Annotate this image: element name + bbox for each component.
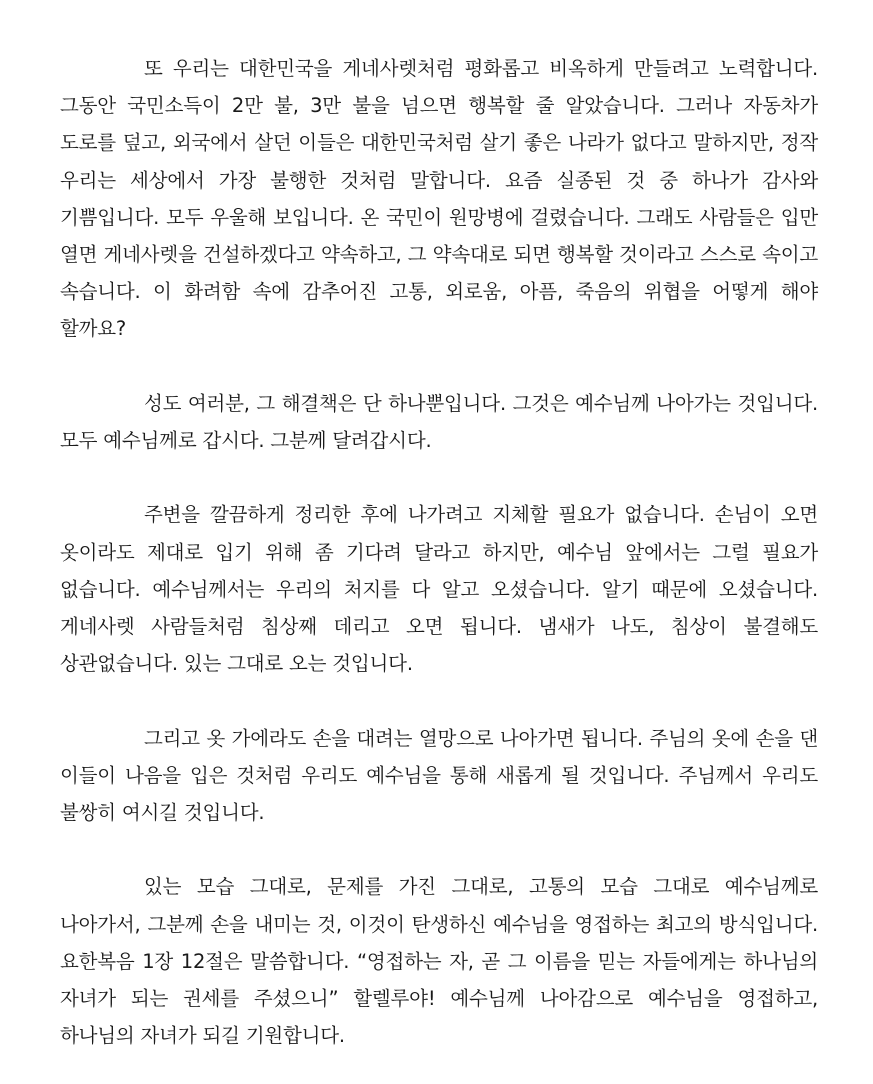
- paragraph: 주변을 깔끔하게 정리한 후에 나가려고 지체할 필요가 없습니다. 손님이 오면 옷이라도 제대로 입기 위해 좀 기다려 달라고 하지만, 예수님 앞에서는 그럴 필요가 없습니다. 예수님께서는 우리의 처지를 다 알고 오셨습니다. 알기 때문에 오셨습니다. 게네사렛 사람들처럼 침상째 데리고 오면 됩니다. 냄새가 나도, 침상이 불결해도 상관없습니다. 있는 그대로 오는 것입니다.: [60, 503, 818, 676]
- paragraph: 그리고 옷 가에라도 손을 대려는 열망으로 나아가면 됩니다. 주님의 옷에 손을 댄 이들이 나음을 입은 것처럼 우리도 예수님을 통해 새롭게 될 것입니다. 주님께서 우리도 불쌍히 여시길 것입니다.: [60, 726, 818, 825]
- document-body: [60, 50, 818, 1054]
- paragraph: 또 우리는 대한민국을 게네사렛처럼 평화롭고 비옥하게 만들려고 노력합니다. 그동안 국민소득이 2만 불, 3만 불을 넘으면 행복할 줄 알았습니다. 그러나 자동차가 도로를 덮고, 외국에서 살던 이들은 대한민국처럼 살기 좋은 나라가 없다고 말하지만, 정작 우리는 세상에서 가장 불행한 것처럼 말합니다. 요즘 실종된 것 중 하나가 감사와 기쁨입니다. 모두 우울해 보입니다. 온 국민이 원망병에 걸렸습니다. 그래도 사람들은 입만 열면 게네사렛을 건설하겠다고 약속하고, 그 약속대로 되면 행복할 것이라고 스스로 속이고 속습니다. 이 화려함 속에 감추어진 고통, 외로움, 아픔, 죽음의 위협을 어떻게 해야 할까요?: [60, 57, 818, 341]
- paragraph: 있는 모습 그대로, 문제를 가진 그대로, 고통의 모습 그대로 예수님께로 나아가서, 그분께 손을 내미는 것, 이것이 탄생하신 예수님을 영접하는 최고의 방식입니다. 요한복음 1장 12절은 말씀합니다. “영접하는 자, 곧 그 이름을 믿는 자들에게는 하나님의 자녀가 되는 권세를 주셨으니” 할렐루야! 예수님께 나아감으로 예수님을 영접하고, 하나님의 자녀가 되길 기원합니다.: [60, 875, 818, 1048]
- paragraph: 성도 여러분, 그 해결책은 단 하나뿐입니다. 그것은 예수님께 나아가는 것입니다. 모두 예수님께로 갑시다. 그분께 달려갑시다.: [60, 391, 818, 453]
